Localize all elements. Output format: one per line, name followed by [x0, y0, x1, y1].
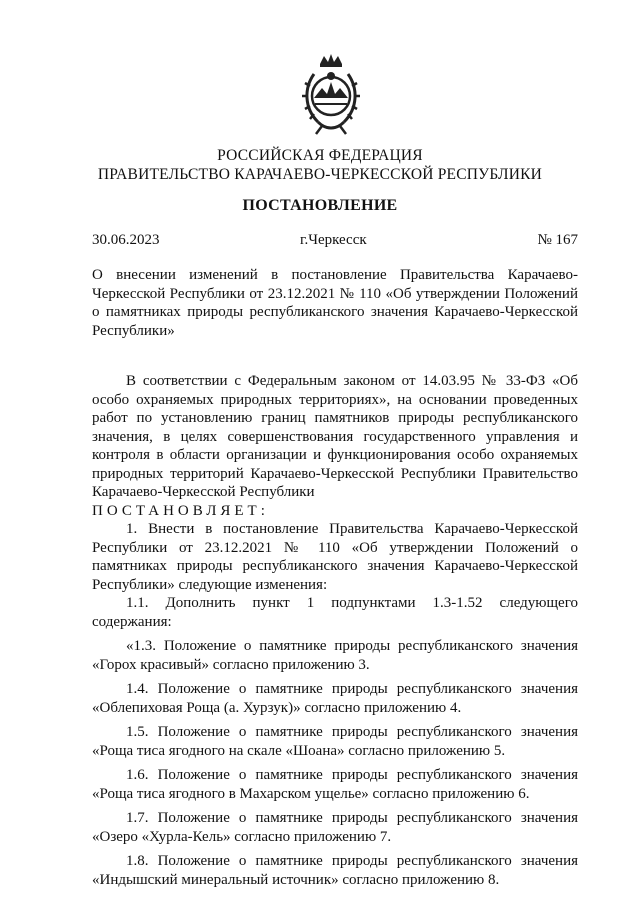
document-type-title: ПОСТАНОВЛЕНИЕ: [242, 197, 398, 214]
document-body: [92, 372, 578, 889]
government-heading: ПРАВИТЕЛЬСТВО КАРАЧАЕВО-ЧЕРКЕССКОЙ РЕСПУБЛИКИ: [97, 166, 543, 183]
document-date: 30.06.2023: [92, 232, 160, 248]
coat-of-arms-icon: [300, 52, 362, 136]
country-heading: РОССИЙСКАЯ ФЕДЕРАЦИЯ: [217, 147, 423, 164]
paragraph-item-1-6: 1.6. Положение о памятнике природы республиканского значения «Роща тиса ягодного в Махарском ущелье» согласно приложению 6.: [92, 767, 578, 802]
paragraph-item-1-8: 1.8. Положение о памятнике природы республиканского значения «Индышский минеральный источник» согласно приложению 8.: [92, 853, 578, 888]
preamble-paragraph: В соответствии с Федеральным законом от 14.03.95 № 33-ФЗ «Об особо охраняемых природных территориях», на основании проведенных работ по установлению границ памятников природы республиканского значения, в целях совершенствования государственного управления и контроля в области организации и функционирования особо охраняемых природных территорий Карачаево-Черкесской Республики Правительство Карачаево-Черкесской Республики: [92, 373, 578, 500]
paragraph-item-1-4: 1.4. Положение о памятнике природы республиканского значения «Облепиховая Роща (а. Хурзук)» согласно приложению 4.: [92, 681, 578, 716]
paragraph-item-1: 1. Внести в постановление Правительства Карачаево-Черкесской Республики от 23.12.2021 № 110 «Об утверждении Положений о памятниках природы республиканского значения Карачаево-Черкесской Республики» следующие изменения:: [92, 521, 578, 593]
paragraph-item-1-1: 1.1. Дополнить пункт 1 подпунктами 1.3-1.52 следующего содержания:: [92, 595, 578, 630]
paragraph-item-1-3: «1.3. Положение о памятнике природы республиканского значения «Горох красивый» согласно приложению 3.: [92, 638, 578, 673]
paragraph-item-1-5: 1.5. Положение о памятнике природы республиканского значения «Роща тиса ягодного на скале «Шоана» согласно приложению 5.: [92, 724, 578, 759]
document-city: г.Черкесск: [300, 232, 367, 248]
paragraph-item-1-7: 1.7. Положение о памятнике природы республиканского значения «Озеро «Хурла-Кель» согласно приложению 7.: [92, 810, 578, 845]
document-subject: О внесении изменений в постановление Правительства Карачаево-Черкесской Республики от 23.12.2021 № 110 «Об утверждении Положений о памятниках природы республиканского значения Карачаево-Черкесской Республики»: [92, 267, 578, 339]
resolves-heading: ПОСТАНОВЛЯЕТ:: [92, 502, 269, 519]
document-number: № 167: [537, 232, 578, 248]
